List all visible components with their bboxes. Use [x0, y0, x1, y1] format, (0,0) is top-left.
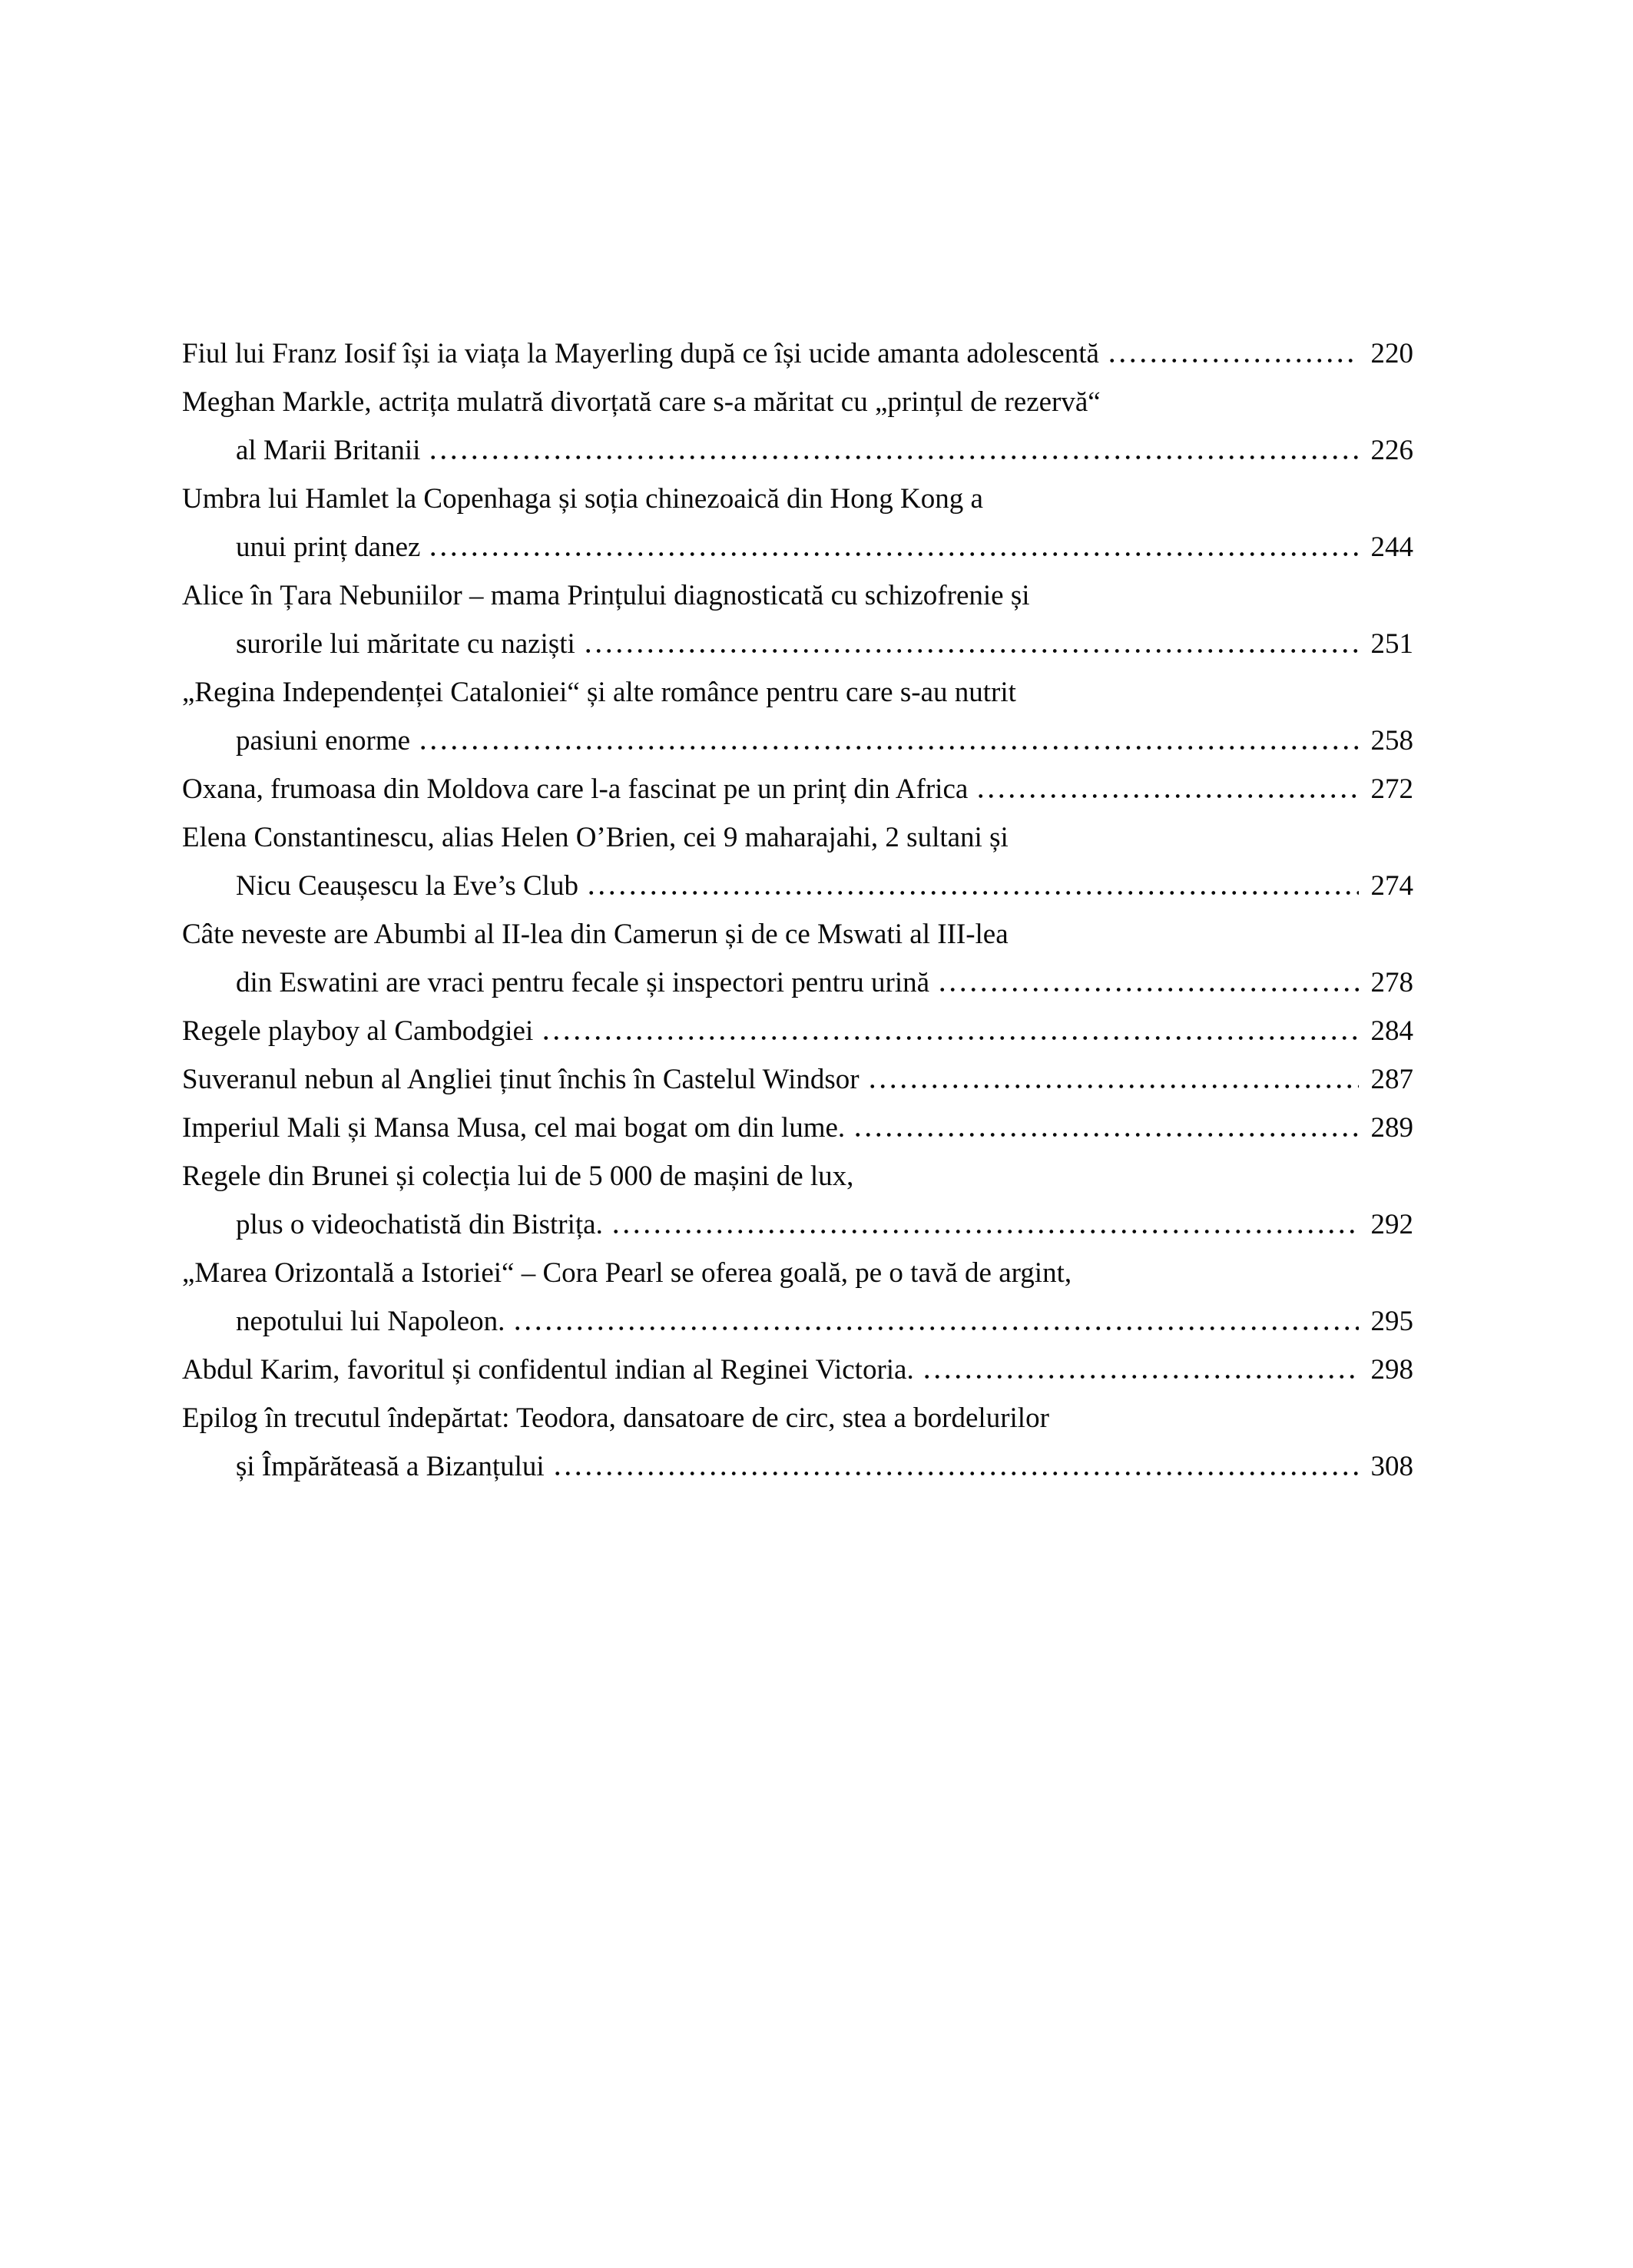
toc-entry-page-number: 292 — [1370, 1209, 1413, 1240]
toc-list — [182, 329, 1413, 1491]
toc-entry-page-number: 289 — [1370, 1112, 1413, 1144]
toc-entry — [182, 1055, 1413, 1104]
toc-entry-title: „Regina Independenței Cataloniei“ și alte românce pentru care s-au nutrit — [182, 677, 1016, 708]
toc-entry-title: Fiul lui Franz Iosif își ia viața la Mayerling după ce își ucide amanta adolescentă — [182, 338, 1099, 369]
toc-entry — [182, 813, 1413, 910]
toc-entry-page-number: 258 — [1370, 725, 1413, 757]
dot-leader — [428, 455, 1358, 459]
toc-entry — [182, 668, 1413, 765]
dot-leader — [428, 552, 1358, 556]
toc-entry-line2 — [182, 1442, 1413, 1491]
toc-entry-line1 — [182, 765, 1413, 813]
toc-entry-title: Meghan Markle, actrița mulatră divorțată care s-a măritat cu „prințul de rezervă“ — [182, 386, 1101, 418]
dot-leader — [1107, 359, 1359, 363]
toc-entry-title-continuation: plus o videochatistă din Bistrița. — [236, 1209, 603, 1240]
toc-entry-page-number: 284 — [1370, 1015, 1413, 1047]
toc-entry-line2 — [182, 426, 1413, 475]
toc-entry-line1 — [182, 1055, 1413, 1104]
toc-entry-line1 — [182, 571, 1413, 620]
toc-entry-page-number: 274 — [1370, 870, 1413, 902]
toc-entry-line1 — [182, 475, 1413, 523]
toc-entry-page-number: 298 — [1370, 1354, 1413, 1386]
toc-entry-page-number: 278 — [1370, 967, 1413, 998]
toc-entry-page-number: 287 — [1370, 1064, 1413, 1095]
toc-entry-page-number: 272 — [1370, 773, 1413, 805]
toc-entry-line1 — [182, 813, 1413, 862]
toc-entry — [182, 475, 1413, 571]
dot-leader — [853, 1133, 1358, 1137]
dot-leader — [418, 746, 1358, 750]
toc-entry — [182, 1104, 1413, 1152]
toc-entry-title-continuation: și Împărăteasă a Bizanțului — [236, 1451, 545, 1482]
toc-entry-title: Regele din Brunei și colecția lui de 5 000 de mașini de lux, — [182, 1160, 854, 1192]
toc-entry-line2 — [182, 523, 1413, 571]
dot-leader — [611, 1230, 1359, 1233]
toc-entry-line1 — [182, 1249, 1413, 1297]
dot-leader — [583, 649, 1359, 653]
toc-entry-title: Regele playboy al Cambodgiei — [182, 1015, 534, 1047]
toc-entry-line1 — [182, 1346, 1413, 1394]
toc-entry-page-number: 251 — [1370, 628, 1413, 660]
toc-entry-line1 — [182, 378, 1413, 426]
toc-entry-title: Epilog în trecutul îndepărtat: Teodora, dansatoare de circ, stea a bordelurilor — [182, 1402, 1049, 1434]
toc-entry-line1 — [182, 329, 1413, 378]
toc-entry-title-continuation: pasiuni enorme — [236, 725, 411, 757]
toc-entry-line1 — [182, 1152, 1413, 1200]
toc-entry-title-continuation: unui prinț danez — [236, 531, 421, 563]
toc-entry-line2 — [182, 1200, 1413, 1249]
dot-leader — [975, 794, 1358, 798]
toc-entry — [182, 910, 1413, 1007]
dot-leader — [541, 1036, 1358, 1040]
toc-entry-title-continuation: nepotului lui Napoleon. — [236, 1306, 505, 1337]
toc-entry-title-continuation: din Eswatini are vraci pentru fecale și inspectori pentru urină — [236, 967, 930, 998]
toc-entry-title-continuation: Nicu Ceaușescu la Eve’s Club — [236, 870, 578, 902]
toc-entry — [182, 378, 1413, 475]
toc-entry-line2 — [182, 862, 1413, 910]
dot-leader — [922, 1375, 1359, 1379]
toc-entry — [182, 1249, 1413, 1346]
toc-entry-title: Alice în Țara Nebuniilor – mama Prințului diagnosticată cu schizofrenie și — [182, 580, 1030, 611]
toc-entry-title: Imperiul Mali și Mansa Musa, cel mai bogat om din lume. — [182, 1112, 846, 1144]
toc-entry — [182, 329, 1413, 378]
toc-entry-page-number: 308 — [1370, 1451, 1413, 1482]
toc-entry-line2 — [182, 1297, 1413, 1346]
toc-entry — [182, 571, 1413, 668]
toc-entry-line1 — [182, 1007, 1413, 1055]
toc-entry — [182, 1394, 1413, 1491]
dot-leader — [867, 1084, 1359, 1088]
toc-entry-line2 — [182, 620, 1413, 668]
toc-entry-line2 — [182, 959, 1413, 1007]
toc-entry-line1 — [182, 1394, 1413, 1442]
toc-entry — [182, 1152, 1413, 1249]
dot-leader — [512, 1326, 1358, 1330]
toc-entry-line1 — [182, 1104, 1413, 1152]
toc-entry-page-number: 244 — [1370, 531, 1413, 563]
dot-leader — [552, 1472, 1359, 1475]
toc-entry — [182, 1346, 1413, 1394]
toc-entry-page-number: 295 — [1370, 1306, 1413, 1337]
toc-entry — [182, 765, 1413, 813]
toc-entry-title: Elena Constantinescu, alias Helen O’Brien, cei 9 maharajahi, 2 sultani și — [182, 822, 1009, 853]
toc-entry-title: „Marea Orizontală a Istoriei“ – Cora Pearl se oferea goală, pe o tavă de argint, — [182, 1257, 1072, 1289]
toc-entry-page-number: 220 — [1370, 338, 1413, 369]
toc-entry — [182, 1007, 1413, 1055]
toc-entry-line2 — [182, 717, 1413, 765]
toc-entry-title: Suveranul nebun al Angliei ținut închis în Castelul Windsor — [182, 1064, 860, 1095]
toc-entry-title: Câte neveste are Abumbi al II-lea din Camerun și de ce Mswati al III-lea — [182, 919, 1009, 950]
dot-leader — [586, 891, 1359, 895]
toc-entry-title: Umbra lui Hamlet la Copenhaga și soția chinezoaică din Hong Kong a — [182, 483, 983, 515]
toc-entry-title: Oxana, frumoasa din Moldova care l-a fascinat pe un prinț din Africa — [182, 773, 969, 805]
toc-entry-title: Abdul Karim, favoritul și confidentul indian al Reginei Victoria. — [182, 1354, 914, 1386]
toc-entry-title-continuation: surorile lui măritate cu naziști — [236, 628, 575, 660]
toc-entry-page-number: 226 — [1370, 435, 1413, 466]
dot-leader — [937, 988, 1358, 992]
toc-entry-line1 — [182, 668, 1413, 717]
toc-entry-line1 — [182, 910, 1413, 959]
toc-entry-title-continuation: al Marii Britanii — [236, 435, 421, 466]
